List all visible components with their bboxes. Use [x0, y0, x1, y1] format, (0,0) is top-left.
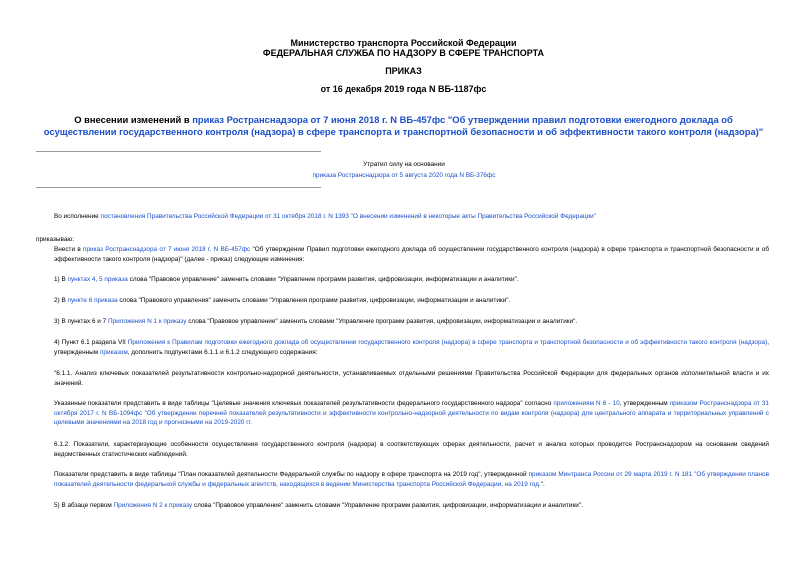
repeal-note-line1: Утратил силу на основании — [363, 161, 445, 168]
quote-plan-link[interactable]: приказом Минтранса России от 29 марта 2019 г. N 181 "Об утверждении планов показателей деятельности федеральной службы и федеральных агентств, находящихся в ведении Министерства транспорта Российской Федерации, на 2019 год. — [54, 471, 770, 488]
quote-order-link[interactable]: приказом Ространснадзора от 31 октября 2017 г. N ВБ-1094фс "Об утверждении перечней показателей результативности и эффективности контрольно-надзорной деятельности по видам контроля (надзора) для центрального аппарата и территориальных управлений с целевыми значениями на 2018 год и прогнозными на 2019-2020 гг. — [54, 400, 769, 427]
item-3-link[interactable]: Приложения N 1 к приказу — [107, 318, 187, 325]
intro-paragraph: Внести в приказ Ространснадзора от 7 июня 2018 г. N ВБ-457фс "Об утверждении Правил подготовки ежегодного доклада об осуществлении государственного контроля (надзора) в сфере транспорта и транспортной безопасности и об эффективности такого контроля (надзора)" (далее - приказ) следующие изменения: — [54, 246, 769, 263]
item-5: 5) В абзаце первом Приложения N 2 к приказу слова "Правовое управление" заменить словами "Управление программ развития, цифровизации, информатизации и аналитики". — [54, 502, 583, 509]
document-type: ПРИКАЗ — [385, 66, 422, 76]
item-2-link[interactable]: пункте 6 приказа — [67, 297, 118, 304]
repeal-note-link[interactable]: приказа Ространснадзора от 5 августа 2020 года N ВБ-376фс — [312, 172, 496, 179]
item-1-link[interactable]: пунктах 4, 5 приказа — [67, 276, 128, 283]
quote-appendices-link[interactable]: приложениям N 6 - 10 — [553, 400, 620, 407]
divider-top — [36, 151, 321, 152]
item-1: 1) В пунктах 4, 5 приказа слова "Правовое управление" заменить словами "Управление программ развития, цифровизации, информатизации и аналитики". — [54, 276, 519, 283]
quote-6-1-1: "6.1.1. Анализ ключевых показателей результативности контрольно-надзорной деятельности, устанавливаемых отдельными решениями Правительства Российской Федерации для федеральных органов исполнительной власти и их значений. — [54, 370, 769, 387]
quote-plan: Показатели представить в виде таблицы "План показателей деятельности Федеральной службы по надзору в сфере транспорта на 2019 год", утвержденной приказом Минтранса России от 29 марта 2019 г. N 181 "Об утверждении планов показателей деятельности федеральной службы и федеральных агентств, находящихся в ведении Министерства транспорта Российской Федерации, на 2019 год.". — [54, 471, 770, 488]
ministry-name: Министерство транспорта Российской Федерации — [290, 38, 517, 48]
document-date-number: от 16 декабря 2019 года N ВБ-1187фс — [320, 84, 487, 94]
item-4-link-order[interactable]: приказом — [99, 348, 128, 356]
intro-link[interactable]: приказ Ространснадзора от 7 июня 2018 г. N ВБ-457фс — [83, 246, 251, 253]
title-link[interactable]: приказ Ространснадзора от 7 июня 2018 г. N ВБ-457фс "Об утверждении правил подготовки ежегодного доклада об осуществлении государственного контроля (надзора) в сфере транспорта и транспортной безопасности и об эффективности такого контроля (надзора)" — [43, 114, 764, 137]
divider-bottom — [36, 187, 321, 188]
service-name: ФЕДЕРАЛЬНАЯ СЛУЖБА ПО НАДЗОРУ В СФЕРЕ ТРАНСПОРТА — [262, 48, 545, 58]
preamble-link[interactable]: постановления Правительства Российской Федерации от 31 октября 2018 г. N 1393 "О внесении изменений в некоторые акты Правительства Российской Федерации" — [100, 213, 596, 220]
order-word: приказываю: — [36, 236, 74, 243]
item-2: 2) В пункте 6 приказа слова "Правового управления" заменить словами "Управления программ развития, цифровизации, информатизации и аналитики". — [54, 297, 511, 304]
preamble: Во исполнение постановления Правительства Российской Федерации от 31 октября 2018 г. N 1393 "О внесении изменений в некоторые акты Правительства Российской Федерации" — [54, 213, 596, 220]
quote-6-1-2: 6.1.2. Показатели, характеризующие особенности осуществления государственного контроля (надзора) в соответствующих сферах деятельности, расчет и анализ которых проводится Ространснадзором на основании сведений ведомственных статистических наблюдений. — [54, 441, 769, 458]
title-prefix: О внесении изменений в — [74, 114, 193, 125]
quote-indicators: Указанные показатели представить в виде таблицы "Целевые значения ключевых показателей результативности федерального государственного надзора" согласно приложениям N 6 - 10, утвержденным приказом Ространснадзора от 31 октября 2017 г. N ВБ-1094фс "Об утверждении перечней показателей результативности и эффективности контрольно-надзорной деятельности по видам контроля (надзора) для центрального аппарата и территориальных управлений с целевыми значениями на 2018 год и прогнозными на 2019-2020 гг. — [54, 400, 769, 427]
item-4-link-appendix[interactable]: Приложения к Правилам подготовки ежегодного доклада об осуществлении государственного контроля (надзора) в сфере транспорта и транспортной безопасности и об эффективности такого контроля (надзора) — [127, 339, 768, 346]
item-3: 3) В пунктах 6 и 7 Приложения N 1 к приказу слова "Правовое управление" заменить словами "Управление программ развития, цифровизации, информатизации и аналитики". — [54, 318, 578, 325]
document-title — [40, 114, 767, 138]
item-4: 4) Пункт 6.1 раздела VII Приложения к Правилам подготовки ежегодного доклада об осуществлении государственного контроля (надзора) в сфере транспорта и транспортной безопасности и об эффективности такого контроля (надзора), утвержденным приказом, дополнить подпунктами 6.1.1 и 6.1.2 следующего содержания: — [54, 339, 769, 356]
item-5-link[interactable]: Приложения N 2 к приказу — [113, 502, 193, 509]
